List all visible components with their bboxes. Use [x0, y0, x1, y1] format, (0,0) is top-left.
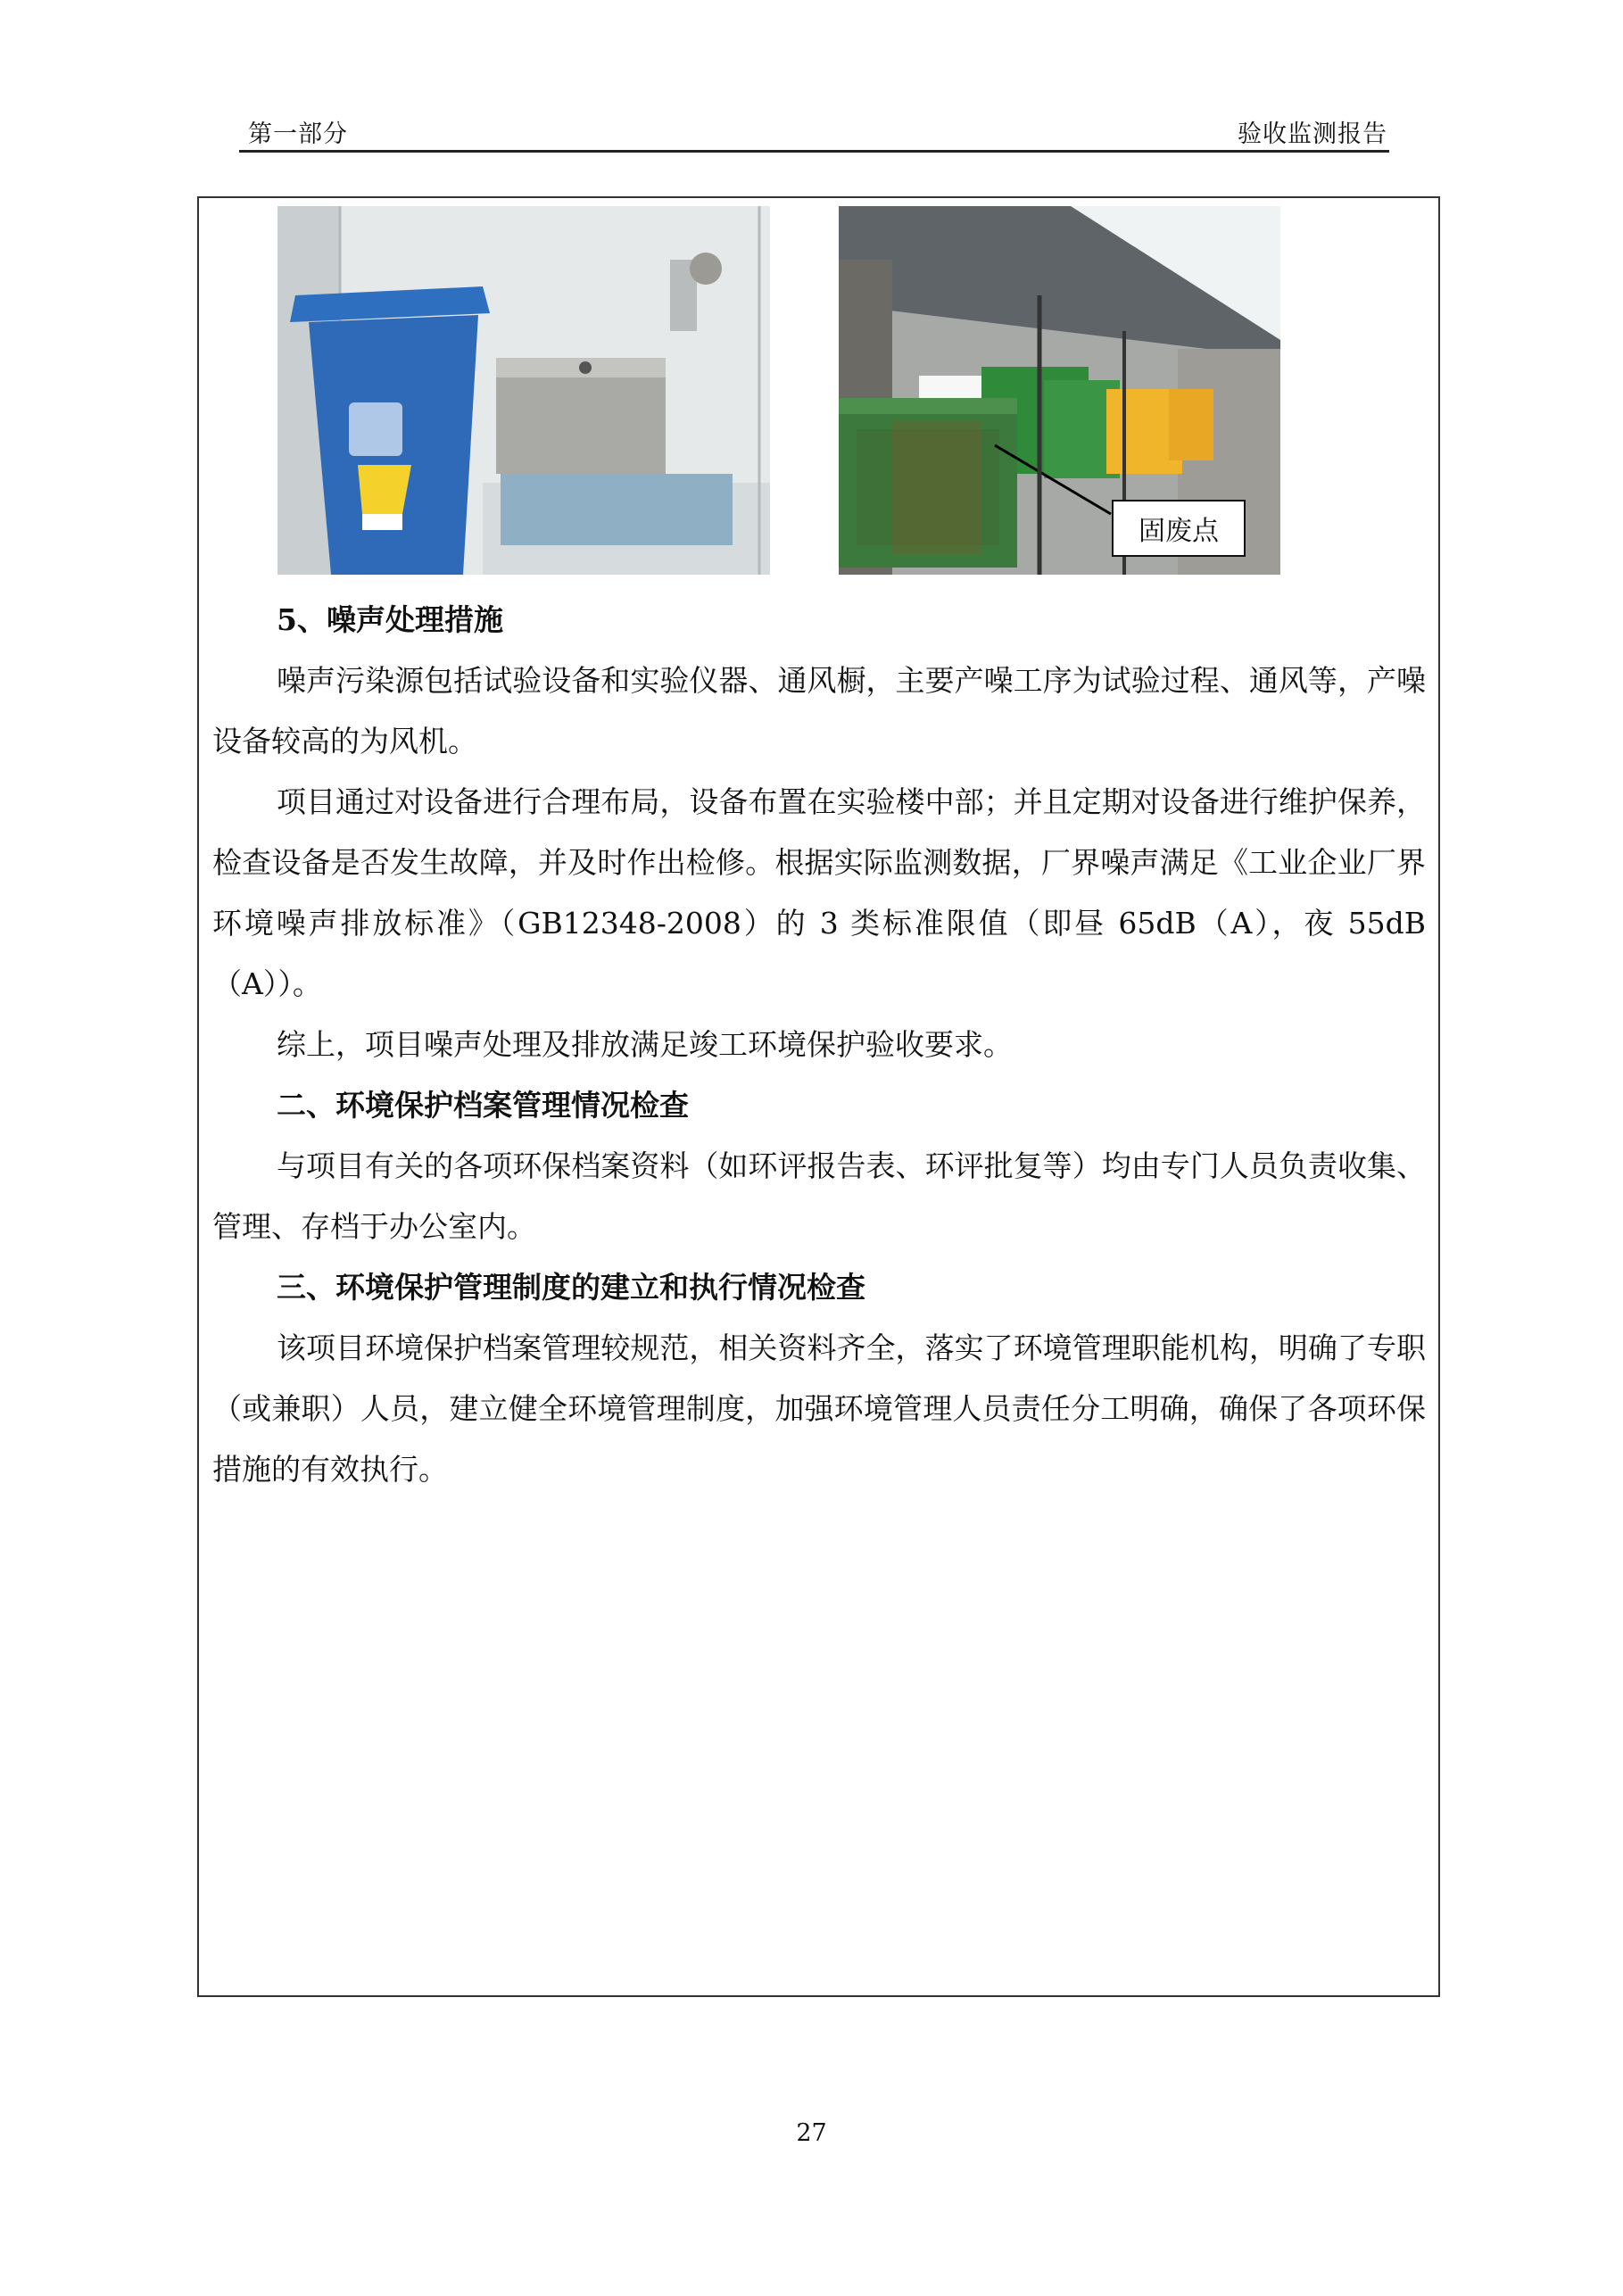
paragraph-noise-sources: 噪声污染源包括试验设备和实验仪器、通风橱，主要产噪工序为试验过程、通风等，产噪设备较高的为风机。: [212, 663, 1426, 758]
section-title-management: 三、环境保护管理制度的建立和执行情况检查: [277, 1270, 865, 1305]
photo-waste-bin: [277, 206, 770, 575]
paragraph-noise-conclusion: 综上，项目噪声处理及排放满足竣工环境保护验收要求。: [277, 1027, 1013, 1062]
photo-label-solid-waste-point: 固废点: [1112, 500, 1246, 557]
paragraph-noise-measures: 项目通过对设备进行合理布局，设备布置在实验楼中部；并且定期对设备进行维护保养，检查设备是否发生故障，并及时作出检修。根据实际监测数据，厂界噪声满足《工业企业厂界环境噪声排放标准》（GB12348-2008）的 3 类标准限值（即昼 65dB（A），夜 55dB（A））。: [212, 784, 1426, 1001]
paragraph-management: 该项目环境保护档案管理较规范，相关资料齐全，落实了环境管理职能机构，明确了专职（或兼职）人员，建立健全环境管理制度，加强环境管理人员责任分工明确，确保了各项环保措施的有效执行。: [212, 1330, 1426, 1487]
section-title-noise: 5、噪声处理措施: [277, 602, 503, 637]
body-text: [212, 590, 1426, 1500]
header-right: 验收监测报告: [1238, 120, 1387, 148]
header-left: 第一部分: [248, 120, 348, 148]
section-title-archives: 二、环境保护档案管理情况检查: [277, 1088, 689, 1123]
page-number: 27: [796, 2119, 827, 2147]
paragraph-archives: 与项目有关的各项环保档案资料（如环评报告表、环评批复等）均由专门人员负责收集、管理、存档于办公室内。: [212, 1148, 1426, 1244]
header-rule: [239, 150, 1389, 153]
